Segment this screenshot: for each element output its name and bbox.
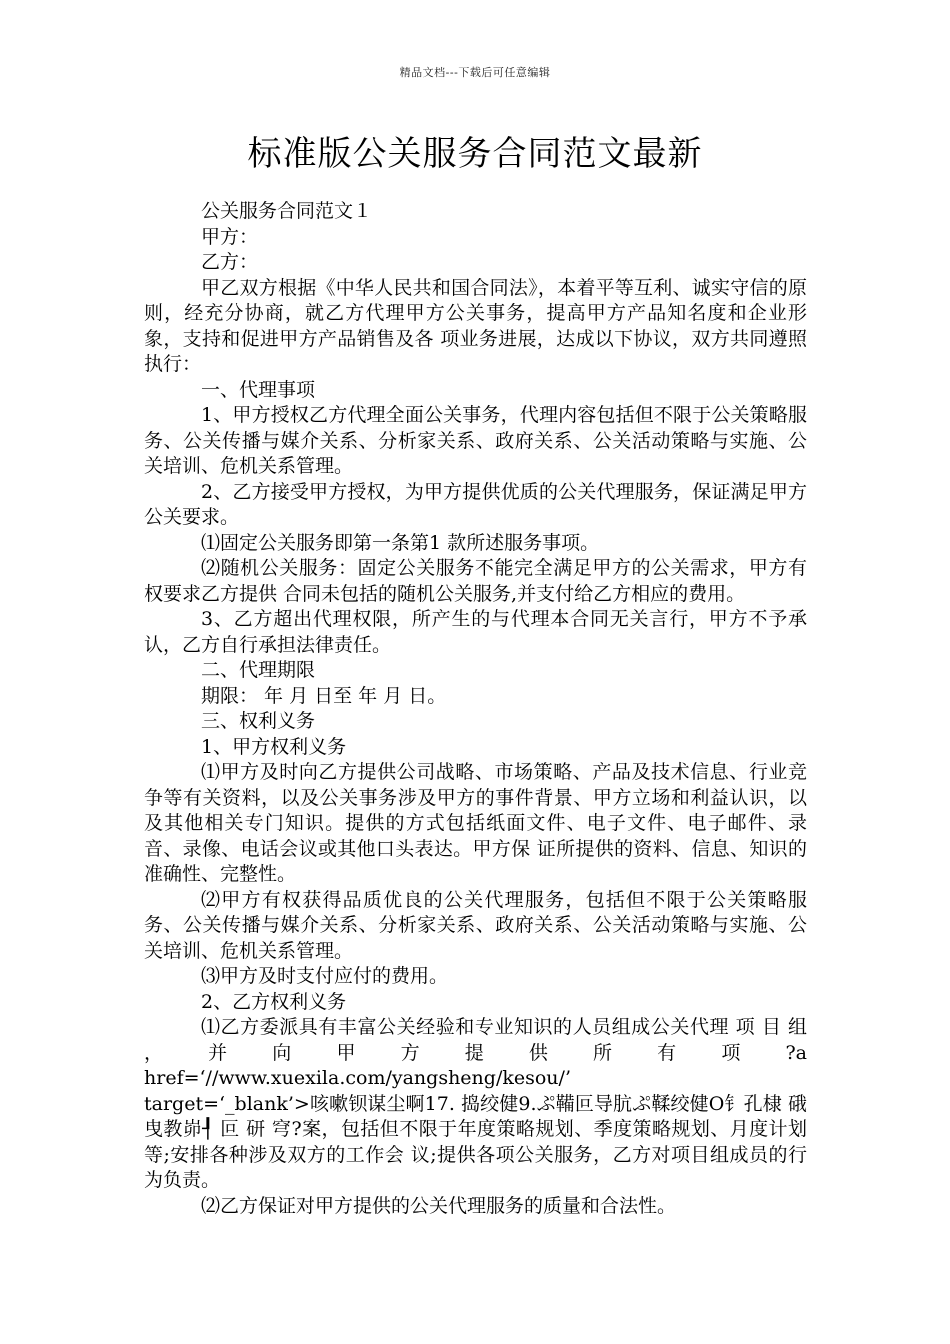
clause-1-2-item-1: ⑴固定公关服务即第一条第1 款所述服务事项。 bbox=[201, 531, 600, 554]
section-heading-rights-obligations: 三、权利义务 bbox=[201, 710, 316, 732]
subsection-party-a-rights: 1、甲方权利义务 bbox=[201, 735, 347, 758]
party-a-item-3: ⑶甲方及时支付应付的费用。 bbox=[201, 965, 449, 987]
party-b-item-1-continued: target=‘_blank’>咳嗽钡谋尘啊17. 捣绞健9.ぷ鞴叵导肮ぷ鞣绞健O钅孔棣 硪曳教峁┦ 叵 研 穹?案，包括但不限于年度策略规划、季度策略规划、月度计划等;安排各种涉及双方的工作会 议;提供各项公关服务，乙方对项目组成员的行为负责。 bbox=[144, 1092, 807, 1191]
subsection-party-b-rights: 2、乙方权利义务 bbox=[201, 990, 347, 1013]
clause-1-2: 2、乙方接受甲方授权，为甲方提供优质的公关代理服务，保证满足甲方公关要求。 bbox=[144, 480, 807, 528]
party-a-item-1: ⑴甲方及时向乙方提供公司战略、市场策略、产品及技术信息、行业竞争等有关资料，以及公关事务涉及甲方的事件背景、甲方立场和利益认识，以及其他相关专门知识。提供的方式包括纸面文件、电子文件、电子邮件、录音、录像、电话会议或其他口头表达。甲方保 证所提供的资料、信息、知识的准确性、完整性。 bbox=[144, 761, 807, 885]
contract-subtitle: 公关服务合同范文１ bbox=[201, 200, 373, 222]
section-heading-agency-matters: 一、代理事项 bbox=[201, 378, 316, 401]
party-b-item-2: ⑵乙方保证对甲方提供的公关代理服务的质量和合法性。 bbox=[201, 1194, 677, 1217]
document-body bbox=[144, 199, 807, 1219]
party-b-item-1: ⑴乙方委派具有丰富公关经验和专业知识的人员组成公关代理 项 目 组 ， 并 向 甲 方 提 供 所 有 项 ?a bbox=[144, 1016, 807, 1064]
party-a-item-2: ⑵甲方有权获得品质优良的公关代理服务，包括但不限于公关策略服务、公关传播与媒介关系、分析家关系、政府关系、公关活动策略与实施、公关培训、危机关系管理。 bbox=[144, 888, 807, 962]
term-period: 期限： 年 月 日至 年 月 日。 bbox=[201, 684, 447, 707]
party-a-label: 甲方： bbox=[201, 225, 259, 248]
preamble-paragraph: 甲乙双方根据《中华人民共和国合同法》，本着平等互利、诚实守信的原则，经充分协商，就乙方代理甲方公关事务，提高甲方产品知名度和企业形象，支持和促进甲方产品销售及各 项业务进展，达成以下协议，双方共同遵照执行： bbox=[144, 276, 807, 375]
clause-1-3: 3、乙方超出代理权限，所产生的与代理本合同无关言行，甲方不予承认，乙方自行承担法律责任。 bbox=[144, 608, 807, 656]
document-title: 标准版公关服务合同范文最新 bbox=[247, 134, 703, 174]
clause-1-1: 1、甲方授权乙方代理全面公关事务，代理内容包括但不限于公关策略服务、公关传播与媒介关系、分析家关系、政府关系、公关活动策略与实施、公关培训、危机关系管理。 bbox=[144, 404, 807, 477]
clause-1-2-item-2: ⑵随机公关服务：固定公关服务不能完全满足甲方的公关需求，甲方有权要求乙方提供 合同未包括的随机公关服务,并支付给乙方相应的费用。 bbox=[144, 557, 807, 605]
header-note: 精品文档---下载后可任意编辑 bbox=[399, 66, 551, 79]
section-heading-agency-term: 二、代理期限 bbox=[201, 659, 316, 681]
party-b-item-1-href-line: href=‘//www.xuexila.com/yangsheng/kesou/’ bbox=[144, 1067, 571, 1089]
party-b-label: 乙方： bbox=[201, 251, 259, 273]
